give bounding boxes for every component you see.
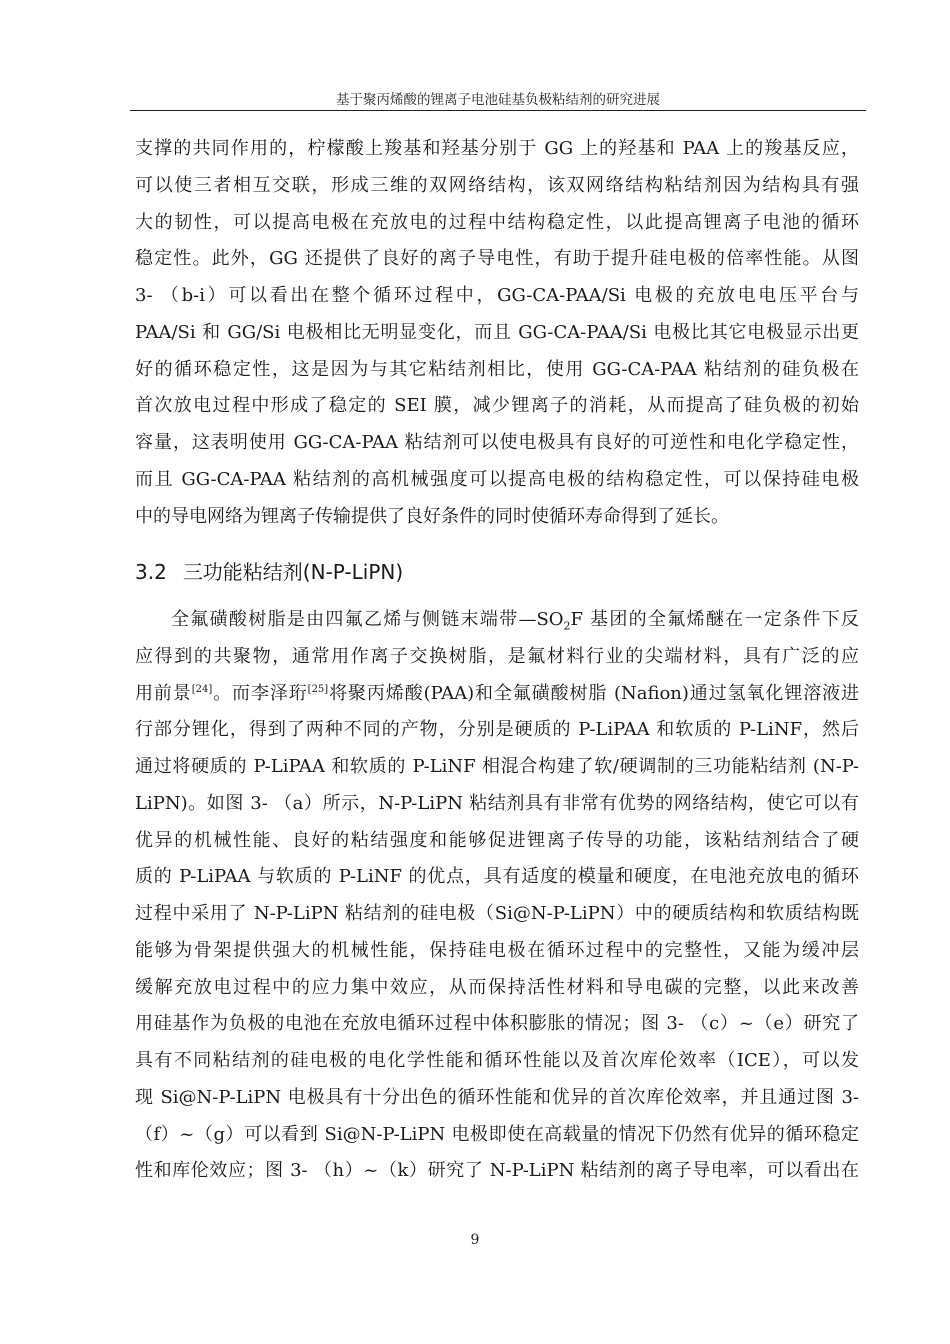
page-number: 9	[470, 1232, 480, 1248]
text-line: 中的导电网络为锂离子传输提供了良好条件的同时使循环寿命得到了延长。	[135, 505, 729, 527]
citation-ref: [24]	[191, 683, 213, 695]
text-line: 具有不同粘结剂的硅电极的电化学性能和循环性能以及首次库伦效率（ICE），可以发	[135, 1050, 859, 1071]
text-run: 。而李泽珩	[212, 682, 308, 704]
text-line: 用硅基作为负极的电池在充放电循环过程中体积膨胀的情况；图 3- （c）~（e）研究了	[135, 1013, 859, 1035]
text-run: 全氟磺酸树脂是由四氟乙烯与侧链末端带—SO	[171, 609, 564, 630]
text-line: 现 Si@N-P-LiPN 电极具有十分出色的循环性能和优异的首次库伦效率，并且通过图 3-	[135, 1086, 859, 1108]
text-line: 优异的机械性能、良好的粘结强度和能够促进锂离子传导的功能，该粘结剂结合了硬	[135, 829, 859, 851]
text-line: 行部分锂化，得到了两种不同的产物，分别是硬质的 P-LiPAA 和软质的 P-LiNF，然后	[135, 719, 859, 741]
paragraph-2	[135, 602, 859, 1190]
text-line: 性和库伦效应；图 3- （h）~（k）研究了 N-P-LiPN 粘结剂的离子导电率，可以看出在	[135, 1160, 859, 1182]
section-heading	[135, 558, 403, 586]
paragraph-1	[135, 131, 859, 535]
text-line: 稳定性。此外，GG 还提供了良好的离子导电性，有助于提升硅电极的倍率性能。从图	[135, 248, 859, 270]
text-line: 而且 GG-CA-PAA 粘结剂的高机械强度可以提高电极的结构稳定性，可以保持硅电极	[135, 468, 859, 490]
text-line: 3- （b-i）可以看出在整个循环过程中，GG-CA-PAA/Si 电极的充放电电压平台与	[135, 285, 859, 306]
text-line: 应得到的共聚物，通常用作离子交换树脂，是氟材料行业的尖端材料，具有广泛的应	[135, 645, 859, 667]
text-line: 通过将硬质的 P-LiPAA 和软质的 P-LiNF 相混合构建了软/硬调制的三功能粘结剂 (N-P-	[135, 756, 859, 777]
text-line: 缓解充放电过程中的应力集中效应，从而保持活性材料和导电碳的完整，以此来改善	[135, 976, 859, 998]
text-line: 可以使三者相互交联，形成三维的双网络结构，该双网络结构粘结剂因为结构具有强	[135, 174, 859, 196]
header-rule	[130, 110, 866, 111]
text-line: 好的循环稳定性，这是因为与其它粘结剂相比，使用 GG-CA-PAA 粘结剂的硅负极在	[135, 358, 859, 380]
text-line	[135, 676, 859, 713]
subscript: 2	[563, 619, 571, 633]
text-line: 大的韧性，可以提高电极在充放电的过程中结构稳定性，以此提高锂离子电池的循环	[135, 211, 859, 233]
running-header: 基于聚丙烯酸的锂离子电池硅基负极粘结剂的研究进展	[336, 92, 660, 108]
text-line: PAA/Si 和 GG/Si 电极相比无明显变化，而且 GG-CA-PAA/Si 电极比其它电极显示出更	[135, 321, 859, 343]
text-line: LiPN)。如图 3- （a）所示，N-P-LiPN 粘结剂具有非常有优势的网络结构，使它可以有	[135, 792, 859, 814]
text-line: 质的 P-LiPAA 与软质的 P-LiNF 的优点，具有适度的模量和硬度，在电池充放电的循环	[135, 866, 859, 888]
text-line: 过程中采用了 N-P-LiPN 粘结剂的硅电极（Si@N-P-LiPN）中的硬质结构和软质结构既	[135, 903, 859, 924]
section-number: 3.2	[135, 560, 167, 584]
text-line: 首次放电过程中形成了稳定的 SEI 膜，减少锂离子的消耗，从而提高了硅负极的初始	[135, 395, 859, 417]
text-line: 能够为骨架提供强大的机械性能，保持硅电极在循环过程中的完整性，又能为缓冲层	[135, 939, 859, 961]
text-run: 将聚丙烯酸(PAA)和全氟磺酸树脂 (Nafion)通过氢氧化锂溶液进	[328, 682, 859, 704]
citation-ref: [25]	[307, 683, 329, 695]
text-line	[135, 602, 859, 639]
text-run: 用前景	[135, 682, 192, 704]
text-run: F 基团的全氟烯醚在一定条件下反	[570, 609, 859, 630]
text-line: （f）~（g）可以看到 Si@N-P-LiPN 电极即使在高载量的情况下仍然有优异的循环稳定	[135, 1123, 859, 1145]
text-line: 支撑的共同作用的，柠檬酸上羧基和羟基分别于 GG 上的羟基和 PAA 上的羧基反应，	[135, 138, 859, 159]
text-line: 容量，这表明使用 GG-CA-PAA 粘结剂可以使电极具有良好的可逆性和电化学稳定性，	[135, 432, 859, 453]
section-title: 三功能粘结剂(N-P-LiPN)	[182, 560, 404, 584]
